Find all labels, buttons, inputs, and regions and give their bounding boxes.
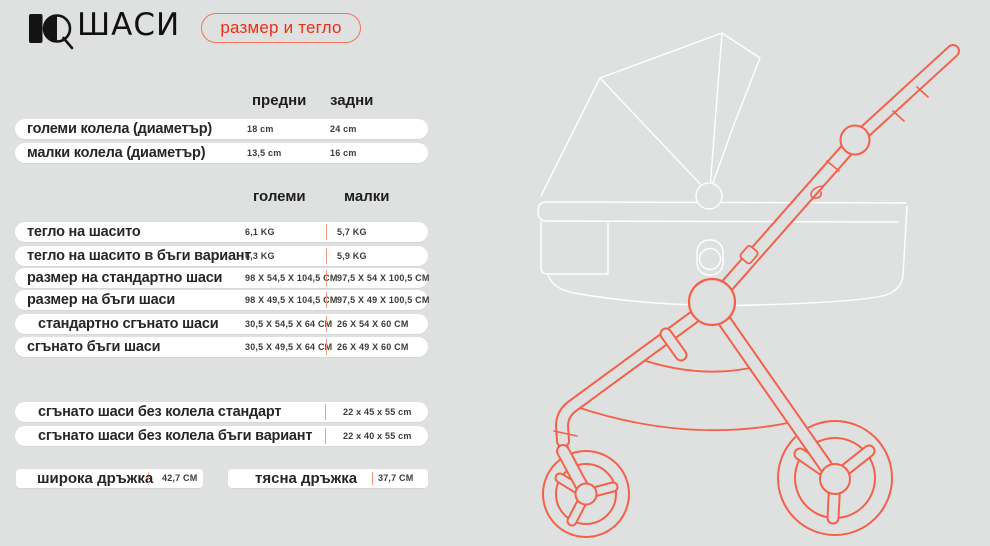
rear-hub <box>820 464 850 494</box>
wheels-col-rear: задни <box>330 92 374 109</box>
bassinet-outline <box>538 33 907 306</box>
chassis-frame <box>543 51 953 537</box>
table-row <box>15 246 428 266</box>
row-value-2: 26 X 54 X 60 CM <box>337 319 409 329</box>
chassis-col-large: големи <box>253 188 306 205</box>
value-divider <box>326 292 327 308</box>
box-value: 37,7 CM <box>378 473 414 483</box>
table-row <box>15 426 428 446</box>
box-label: широка дръжка <box>37 470 154 487</box>
row-label: стандартно сгънато шаси <box>38 316 219 332</box>
value-divider <box>325 404 326 420</box>
row-label: сгънато бъги шаси <box>27 339 161 355</box>
table-row <box>15 268 428 288</box>
value-divider <box>326 224 327 240</box>
size-weight-badge <box>201 13 361 43</box>
value-divider <box>326 316 327 332</box>
page-title: ШАСИ <box>77 7 181 43</box>
row-value-rear: 24 cm <box>330 124 357 134</box>
row-label: сгънато шаси без колела стандарт <box>38 404 282 420</box>
central-hinge <box>689 279 735 325</box>
wheels-col-front: предни <box>252 92 307 109</box>
wide-handle-box <box>16 469 203 488</box>
iq-logo-icon <box>28 7 76 51</box>
row-value-2: 97,5 X 49 X 100,5 CM <box>337 295 430 305</box>
row-value: 22 x 45 x 55 cm <box>343 407 412 417</box>
rear-leg-tube <box>714 306 834 478</box>
table-row <box>15 119 428 139</box>
front-hub <box>576 484 597 505</box>
row-value-rear: 16 cm <box>330 148 357 158</box>
narrow-handle-box <box>228 469 428 488</box>
box-label: тясна дръжка <box>255 470 358 487</box>
table-row <box>15 222 428 242</box>
fold-latch <box>666 334 681 355</box>
row-value-1: 30,5 X 49,5 X 64 CM <box>245 342 333 352</box>
table-row <box>15 337 428 357</box>
value-divider <box>148 472 149 485</box>
row-value-1: 98 X 54,5 X 104,5 CM <box>245 273 338 283</box>
row-label: размер на бъги шаси <box>27 292 176 308</box>
row-value-1: 30,5 X 54,5 X 64 CM <box>245 319 333 329</box>
row-label: размер на стандартно шаси <box>27 270 223 286</box>
row-label: големи колела (диаметър) <box>27 121 213 137</box>
row-value-front: 13,5 cm <box>247 148 282 158</box>
row-value: 22 x 40 x 55 cm <box>343 431 412 441</box>
table-row <box>15 314 428 334</box>
value-divider <box>325 428 326 444</box>
stroller-illustration <box>530 25 990 540</box>
row-value-1: 6,1 KG <box>245 227 275 237</box>
table-row <box>15 402 428 422</box>
row-value-2: 97,5 X 54 X 100,5 CM <box>337 273 430 283</box>
value-divider <box>372 472 373 485</box>
row-value-front: 18 cm <box>247 124 274 134</box>
value-divider <box>326 248 327 264</box>
row-value-1: 98 X 49,5 X 104,5 CM <box>245 295 338 305</box>
row-value-2: 5,7 KG <box>337 227 367 237</box>
badge-label: размер и тегло <box>220 18 342 37</box>
chassis-col-small: малки <box>344 188 390 205</box>
row-value-2: 26 X 49 X 60 CM <box>337 342 409 352</box>
row-value-2: 5,9 KG <box>337 251 367 261</box>
handle-hinge <box>841 126 870 155</box>
row-value-1: 6,3 KG <box>245 251 275 261</box>
table-row <box>15 290 428 310</box>
table-row <box>15 143 428 163</box>
box-value: 42,7 CM <box>162 473 198 483</box>
front-leg-tube <box>554 306 709 492</box>
value-divider <box>326 339 327 355</box>
handle-tube <box>717 51 953 297</box>
row-label: тегло на шасито <box>27 224 141 240</box>
value-divider <box>326 270 327 286</box>
row-label: малки колела (диаметър) <box>27 145 206 161</box>
row-label: сгънато шаси без колела бъги вариант <box>38 428 313 444</box>
row-label: тегло на шасито в бъги вариант <box>27 248 252 264</box>
